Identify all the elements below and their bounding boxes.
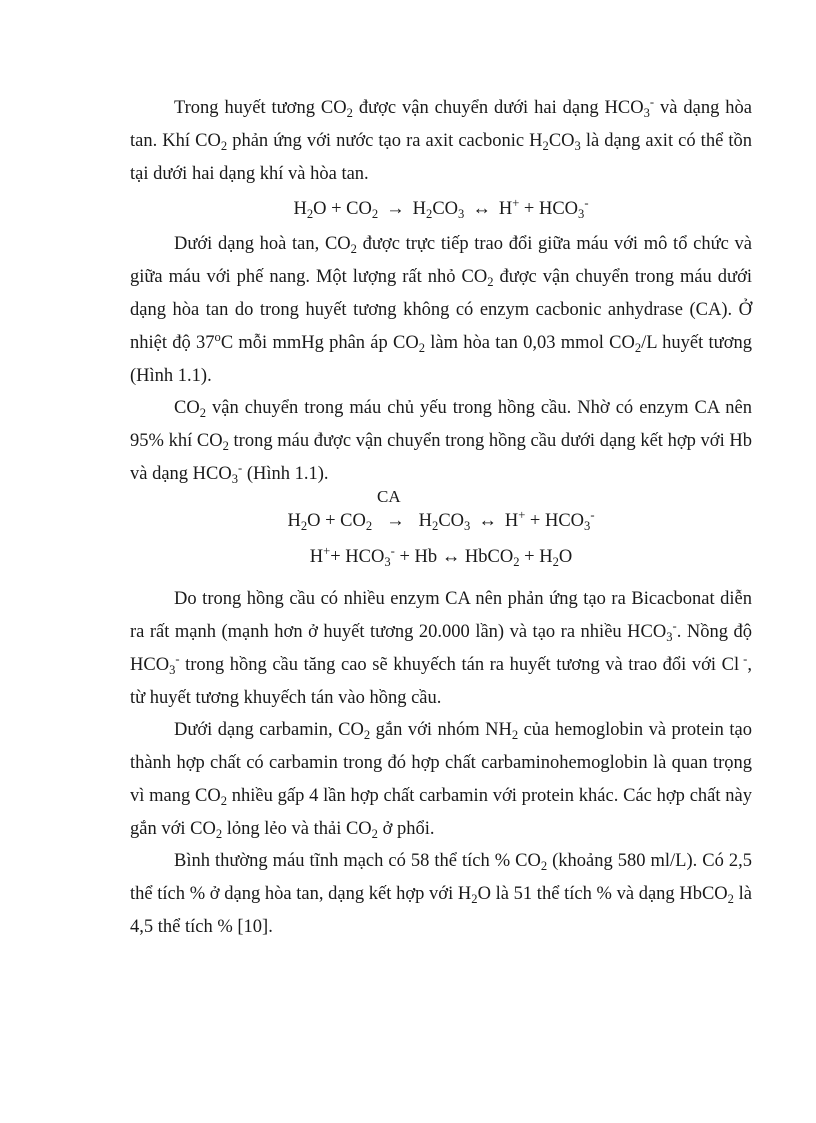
paragraph-venous-co2-content: Bình thường máu tĩnh mạch có 58 thể tích % $CO_2$ (khoảng 580 ml/L). Có 2,5 thể tích % ở dạng hòa tan, dạng kết hợp với $H_2O$ là 51 thể tích % và dạng HbCO$_2$ là 4,5 thể tích % [10]. xyxy=(130,851,752,937)
double-arrow-icon: ↔ xyxy=(472,199,491,219)
double-arrow-icon: ↔ xyxy=(441,547,461,567)
equation-hemoglobin-binding: $H^++ HCO_3^- + Hb$ ↔ HbCO$_2$ + $H_2O$ xyxy=(309,544,573,570)
paragraph-red-cell-transport: $CO_2$ vận chuyển trong máu chủ yếu trong hồng cầu. Nhờ có enzym CA nên 95% khí $CO_2$ trong máu được vận chuyển trong hồng cầu dưới dạng kết hợp với Hb và dạng $HCO_3^-$ (Hình 1.1). xyxy=(130,398,753,487)
right-arrow-icon: → xyxy=(386,511,405,531)
paragraph-co2-transport-forms: Trong huyết tương $CO_2$ được vận chuyển dưới hai dạng $HCO_3^-$ và dạng hòa tan. Khí $CO_2$ phản ứng với nước tạo ra axit cacbonic $H_2CO_3$ là dạng axit có thể tồn tại dưới hai dạng khí và hòa tan. xyxy=(130,95,753,184)
enzyme-ca-label: CA xyxy=(377,487,401,506)
paragraph-carbamino-form: Dưới dạng carbamin, $CO_2$ gắn với nhóm $NH_2$ của hemoglobin và protein tạo thành hợp chất có carbamin trong đó hợp chất carbaminohemoglobin là quan trọng vì mang $CO_2$ nhiều gấp 4 lần hợp chất carbamin với protein khác. Các hợp chất này gắn với $CO_2$ lỏng lẻo và thải $CO_2$ ở phổi. xyxy=(130,720,753,842)
equation-carbonic-acid: $H_2O + CO_2 \to H_2CO_3$ ↔ $H^+ + HCO_3^-$ xyxy=(293,196,589,222)
double-arrow-icon: ↔ xyxy=(478,511,497,531)
paragraph-bicarbonate-formation: Do trong hồng cầu có nhiều enzym CA nên phản ứng tạo ra Bicacbonat diễn ra rất mạnh (mạnh hơn ở huyết tương 20.000 lần) và tạo ra nhiều $HCO_3^-$. Nồng độ $HCO_3^-$ trong hồng cầu tăng cao sẽ khuyếch tán ra huyết tương và trao đổi với Cl -, từ huyết tương khuyếch tán vào hồng cầu. xyxy=(130,589,752,708)
equation-ca-catalyzed: $H_2O + CO_2 \to H_2CO_3$ ↔ $H^+ + HCO_3^-$ xyxy=(287,508,595,534)
right-arrow-icon: → xyxy=(386,199,405,219)
paragraph-dissolved-co2: Dưới dạng hoà tan, $CO_2$ được trực tiếp trao đổi giữa máu với mô tổ chức và giữa máu với phế nang. Một lượng rất nhỏ $CO_2$ được vận chuyển trong máu dưới dạng hòa tan do trong huyết tương không có enzym cacbonic anhydrase (CA). Ở nhiệt độ 37$^o$C mỗi mmHg phân áp $CO_2$ làm hòa tan 0,03 mmol $CO_2/L$ huyết tương (Hình 1.1). xyxy=(130,234,752,386)
